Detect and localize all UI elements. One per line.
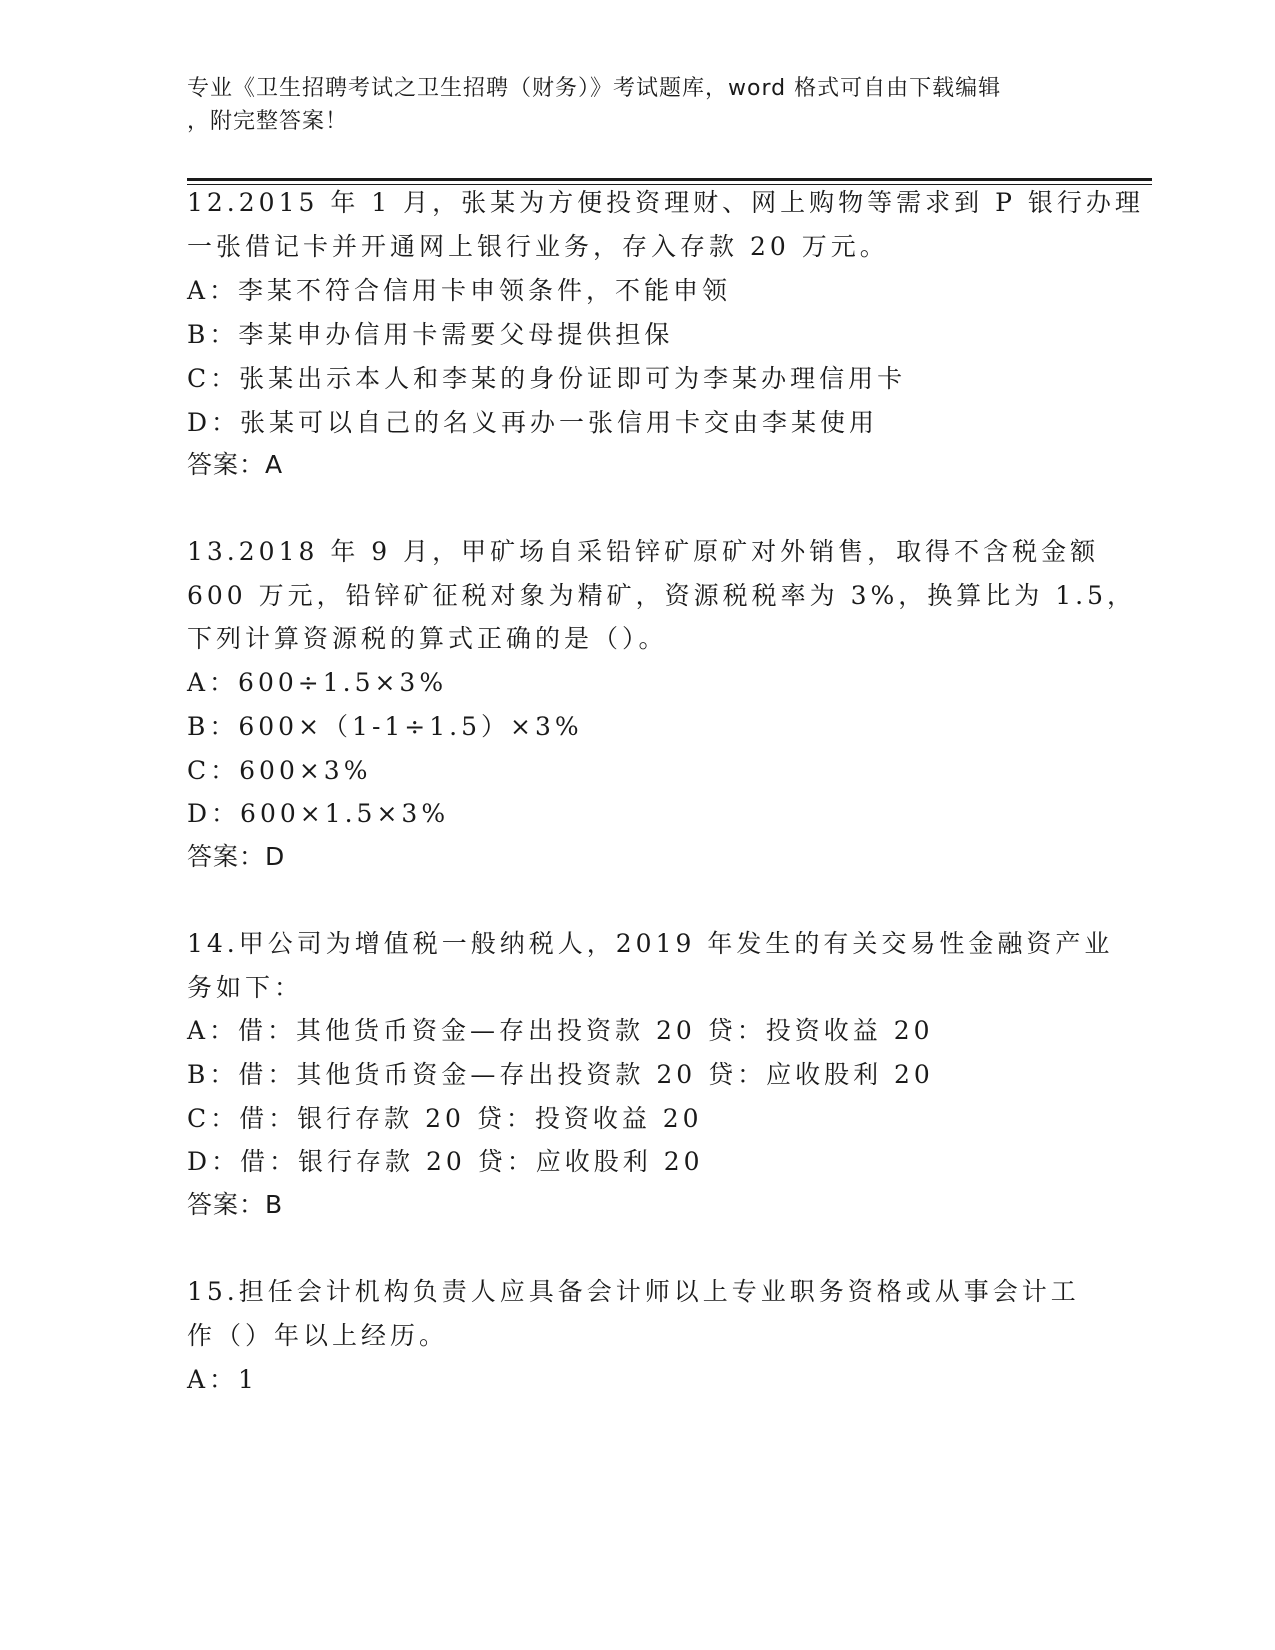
document-header — [187, 72, 1087, 138]
question-12-answer: 答案：A — [187, 450, 284, 479]
question-13-stem-line-2: 600 万元，铅锌矿征税对象为精矿，资源税税率为 3%，换算比为 1.5， — [187, 581, 1136, 610]
question-15-option-a: A：1 — [187, 1365, 258, 1394]
question-13-option-c: C：600×3% — [187, 756, 372, 785]
question-14-answer: 答案：B — [187, 1190, 284, 1219]
question-13-answer: 答案：D — [187, 842, 286, 871]
question-14-option-d: D：借：银行存款 20 贷：应收股利 20 — [187, 1147, 704, 1176]
question-13-option-b: B：600×（1-1÷1.5）×3% — [187, 712, 583, 741]
question-14-stem-line-1: 14.甲公司为增值税一般纳税人，2019 年发生的有关交易性金融资产业 — [187, 929, 1114, 958]
question-12-option-a: A：李某不符合信用卡申领条件，不能申领 — [187, 276, 732, 305]
header-line-2: ，附完整答案！ — [187, 109, 349, 134]
question-13-stem-line-1: 13.2018 年 9 月，甲矿场自采铅锌矿原矿对外销售，取得不含税金额 — [187, 537, 1100, 566]
header-divider-thick — [187, 178, 1152, 181]
question-15-stem-line-2: 作（）年以上经历。 — [187, 1321, 449, 1350]
question-14-stem-line-2: 务如下： — [187, 973, 304, 1002]
question-13-option-a: A：600÷1.5×3% — [187, 668, 448, 697]
question-12-stem-line-1: 12.2015 年 1 月，张某为方便投资理财、网上购物等需求到 P 银行办理 — [187, 188, 1144, 217]
question-14-option-c: C：借：银行存款 20 贷：投资收益 20 — [187, 1104, 703, 1133]
header-line-1: 专业《卫生招聘考试之卫生招聘（财务）》考试题库，word 格式可自由下载编辑 — [187, 76, 1002, 101]
question-12-option-c: C：张某出示本人和李某的身份证即可为李某办理信用卡 — [187, 364, 907, 393]
question-12-stem-line-2: 一张借记卡并开通网上银行业务，存入存款 20 万元。 — [187, 232, 889, 261]
question-12-option-d: D：张某可以自己的名义再办一张信用卡交由李某使用 — [187, 408, 879, 437]
question-14-option-b: B：借：其他货币资金—存出投资款 20 贷：应收股利 20 — [187, 1060, 934, 1089]
question-15-stem-line-1: 15.担任会计机构负责人应具备会计师以上专业职务资格或从事会计工 — [187, 1277, 1080, 1306]
header-divider-thin — [187, 184, 1152, 185]
question-13-stem-line-3: 下列计算资源税的算式正确的是（）。 — [187, 624, 668, 653]
question-13-option-d: D：600×1.5×3% — [187, 799, 450, 828]
question-12-option-b: B：李某申办信用卡需要父母提供担保 — [187, 320, 674, 349]
question-14-option-a: A：借：其他货币资金—存出投资款 20 贷：投资收益 20 — [187, 1016, 934, 1045]
